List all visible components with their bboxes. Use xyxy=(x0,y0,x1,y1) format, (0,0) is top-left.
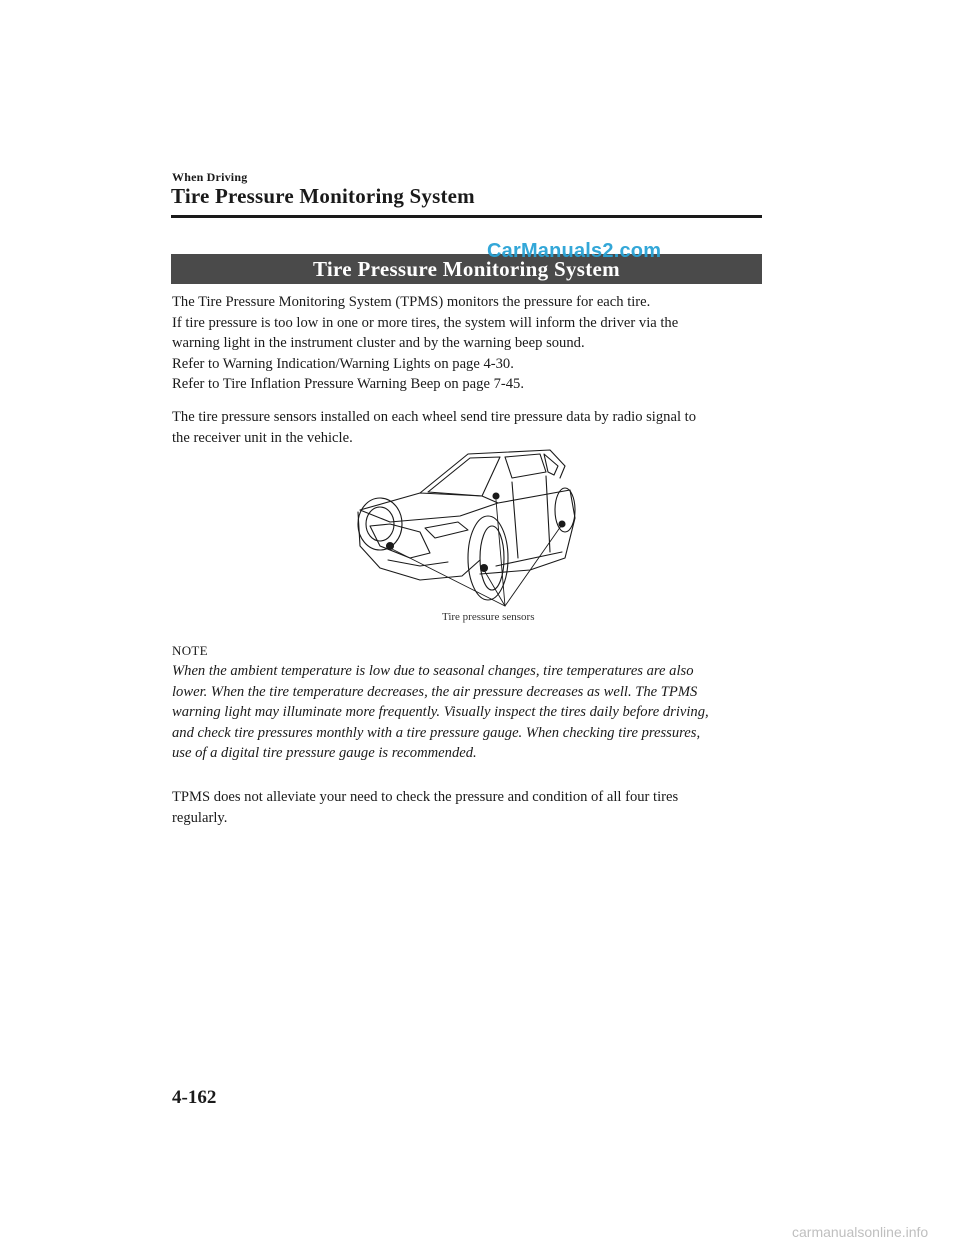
figure-caption: Tire pressure sensors xyxy=(442,611,535,623)
car-door-line-rear xyxy=(546,476,550,552)
sensor-line: the receiver unit in the vehicle. xyxy=(172,429,353,446)
car-roof-outline xyxy=(420,450,565,493)
front-right-tire xyxy=(468,516,508,600)
sensor-line: The tire pressure sensors installed on each wheel send tire pressure data by radio signal to xyxy=(172,409,696,425)
tire-sensor-rear xyxy=(559,521,565,527)
page-title: Tire Pressure Monitoring System xyxy=(171,184,475,208)
car-front-bumper xyxy=(358,512,480,580)
section-heading-bar: Tire Pressure Monitoring System xyxy=(171,254,762,284)
car-lower-vent xyxy=(388,560,448,566)
footer-site-link[interactable]: carmanualsonline.info xyxy=(792,1224,929,1240)
title-rule xyxy=(171,215,762,218)
intro-line: The Tire Pressure Monitoring System (TPMS) monitors the pressure for each tire. xyxy=(172,294,651,310)
note-line: When the ambient temperature is low due to seasonal changes, tire temperatures are also xyxy=(172,663,694,679)
note-body xyxy=(172,661,772,764)
closing-line: regularly. xyxy=(172,809,228,826)
watermark-logo: CarManuals2.com xyxy=(487,240,662,262)
car-windshield xyxy=(428,457,500,496)
car-rocker xyxy=(496,552,562,566)
sensor-paragraph xyxy=(172,407,772,448)
car-headlight xyxy=(425,522,468,538)
note-line: and check tire pressures monthly with a tire pressure gauge. When checking tire pressures, xyxy=(172,724,701,741)
page-number: 4-162 xyxy=(172,1087,217,1108)
intro-line: warning light in the instrument cluster and by the warning beep sound. xyxy=(172,335,585,351)
reference-link-warning-lights: Refer to Warning Indication/Warning Lights on page 4-30. xyxy=(172,355,514,372)
front-right-rim xyxy=(480,526,504,590)
note-line: use of a digital tire pressure gauge is recommended. xyxy=(172,745,477,761)
note-title: NOTE xyxy=(172,643,208,658)
car-body-side xyxy=(480,490,575,574)
tire-sensor-rear-top xyxy=(493,493,499,499)
closing-paragraph xyxy=(172,787,772,828)
section-label: When Driving xyxy=(172,170,248,184)
car-door-line xyxy=(512,482,518,558)
front-left-tire xyxy=(358,498,402,550)
note-line: lower. When the tire temperature decreases, the air pressure decreases as well. The TPMS xyxy=(172,683,698,700)
car-tire-sensor-illustration xyxy=(350,448,590,608)
note-line: warning light may illuminate more frequently. Visually inspect the tires daily before driving, xyxy=(172,704,709,720)
callout-line xyxy=(505,526,561,606)
closing-line: TPMS does not alleviate your need to check the pressure and condition of all four tires xyxy=(172,789,679,805)
intro-line: If tire pressure is too low in one or more tires, the system will inform the driver via the xyxy=(172,314,679,331)
car-side-window xyxy=(505,454,546,478)
intro-paragraph xyxy=(172,292,772,395)
reference-link-warning-beep: Refer to Tire Inflation Pressure Warning Beep on page 7-45. xyxy=(172,376,524,392)
